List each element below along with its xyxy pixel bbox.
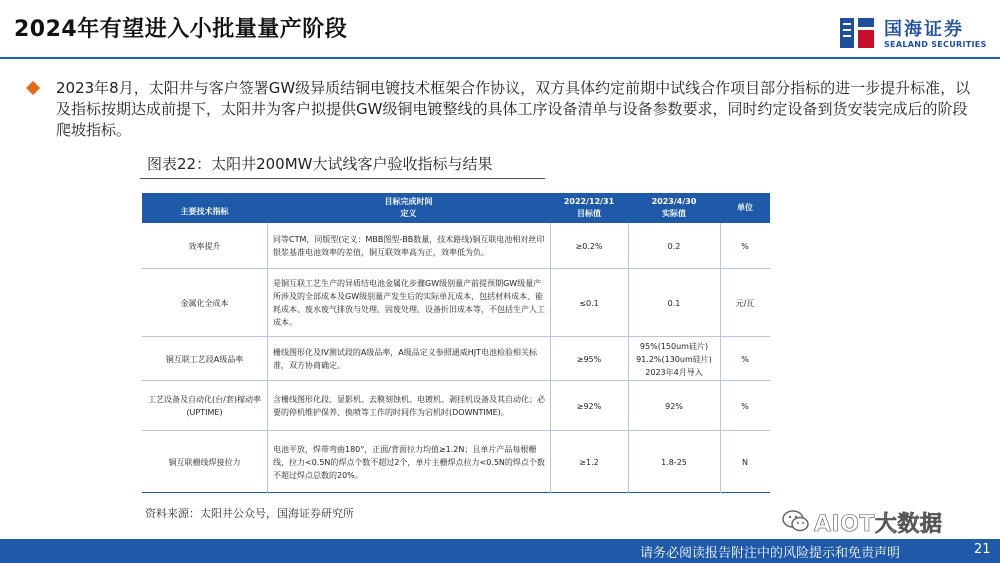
cell-actual: 1.8-25 [661,457,687,467]
acceptance-table [142,193,770,493]
sealand-logo-icon [838,14,878,52]
slide-footer [0,539,1000,563]
table-header-row [142,193,770,223]
header-target: 目标值 [577,209,601,218]
cell-target: ≥92% [576,401,602,411]
cell-actual: 0.2 [667,241,681,251]
cell-target: ≤0.1 [579,298,599,308]
table-row [142,223,770,269]
cell-indicator: 铜互联工艺段A级品率 [165,354,244,364]
header-target-date: 2022/12/31 [563,197,615,206]
cell-actual: 95%(150um硅片) 91.2%(130um硅片) 2023年4月导入 [636,341,712,377]
diamond-bullet-icon [26,81,40,95]
column-divider [720,223,721,493]
cell-definition: 含栅线图形化段、显影机、去膜刻蚀机、电镀机、剥挂机设备及其自动化；必要的停机维护保养、换喷等工作的时间作为宕机时(DOWNTIME)。 [273,395,545,417]
caption-divider [140,178,545,179]
company-logo [838,14,988,56]
table-row [142,269,770,337]
table-row [142,431,770,493]
cell-definition: 是铜互联工艺生产的异质结电池金属化步骤GW级别量产前提预期GW级量产所涉及的全部成本及GW级别量产发生后的实际单瓦成本，包括材料成本、能耗成本、废水废气排放与处理、固废处理、设备折旧成本等，不包括生产人工成本。 [273,279,545,327]
cell-target: ≥1.2 [579,457,599,467]
cell-definition: 同等CTM，同版型(定义：MBB图型-BB数量，技术路线)铜互联电池相对丝印银浆基准电池效率的差值，铜互联效率高为正，效率低为负。 [273,235,545,257]
header-unit: 单位 [737,203,753,212]
page-title: 2024年有望进入小批量量产阶段 [14,17,348,42]
table-caption: 图表22：太阳井200MW大试线客户验收指标与结果 [147,155,493,173]
slide-header [0,0,1000,62]
cell-unit: % [741,401,749,411]
page-number: 21 [974,542,991,557]
cell-unit: % [741,241,749,251]
cell-actual: 0.1 [667,298,681,308]
logo-english-name: SEALAND SECURITIES [884,40,987,49]
header-def-top: 目标完成时间 [384,197,433,206]
column-divider [550,223,551,493]
column-divider [267,223,268,493]
cell-actual: 92% [665,401,683,411]
cell-definition: 栅线图形化及IV测试段的A级品率，A级品定义参照通威HJT电池检验相关标准，双方协商确定。 [273,348,538,370]
bullet-text: 2023年8月，太阳井与客户签署GW级异质结铜电镀技术框架合作协议，双方具体约定前期中试线合作项目部分指标的进一步提升标准，以及指标按期达成前提下，太阳井为客户拟提供GW级铜电镀整线的具体工序设备清单与设备参数要求，同时约定设备到货安装完成后的阶段爬坡指标。 [56,79,971,139]
header-indicator: 主要技术指标 [180,207,229,216]
cell-unit: N [742,457,748,467]
source-note: 资料来源：太阳井公众号，国海证券研究所 [145,507,354,520]
footer-disclaimer: 请务必阅读报告附注中的风险提示和免责声明 [640,546,901,561]
watermark-text: AIOT大数据 [814,512,943,537]
header-actual: 实际值 [662,209,686,218]
header-divider [0,57,1000,59]
cell-target: ≥0.2% [575,241,603,251]
logo-chinese-name: 国海证券 [884,19,964,40]
wechat-icon [782,509,810,533]
cell-indicator: 效率提升 [188,241,221,251]
cell-indicator: 金属化全成本 [180,298,229,308]
header-actual-date: 2023/4/30 [651,197,697,206]
table-row [142,337,770,381]
cell-indicator: 铜互联栅线焊接拉力 [168,457,241,467]
cell-definition: 电池平放，焊带弯曲180°，正面/背面拉力均值≥1.2N；且单片产品每根栅线，拉力<0.5N的焊点个数不超过2个，单片主栅焊点拉力<0.5N的焊点个数不超过焊点总数的20%。 [273,444,545,480]
cell-target: ≥95% [576,354,602,364]
header-definition: 定义 [400,209,417,218]
cell-indicator: 工艺设备及自动化(台/套)稼动率(UPTIME) [148,395,261,417]
column-divider [628,223,629,493]
cell-unit: % [741,354,749,364]
cell-unit: 元/瓦 [735,298,755,308]
table-row [142,381,770,431]
